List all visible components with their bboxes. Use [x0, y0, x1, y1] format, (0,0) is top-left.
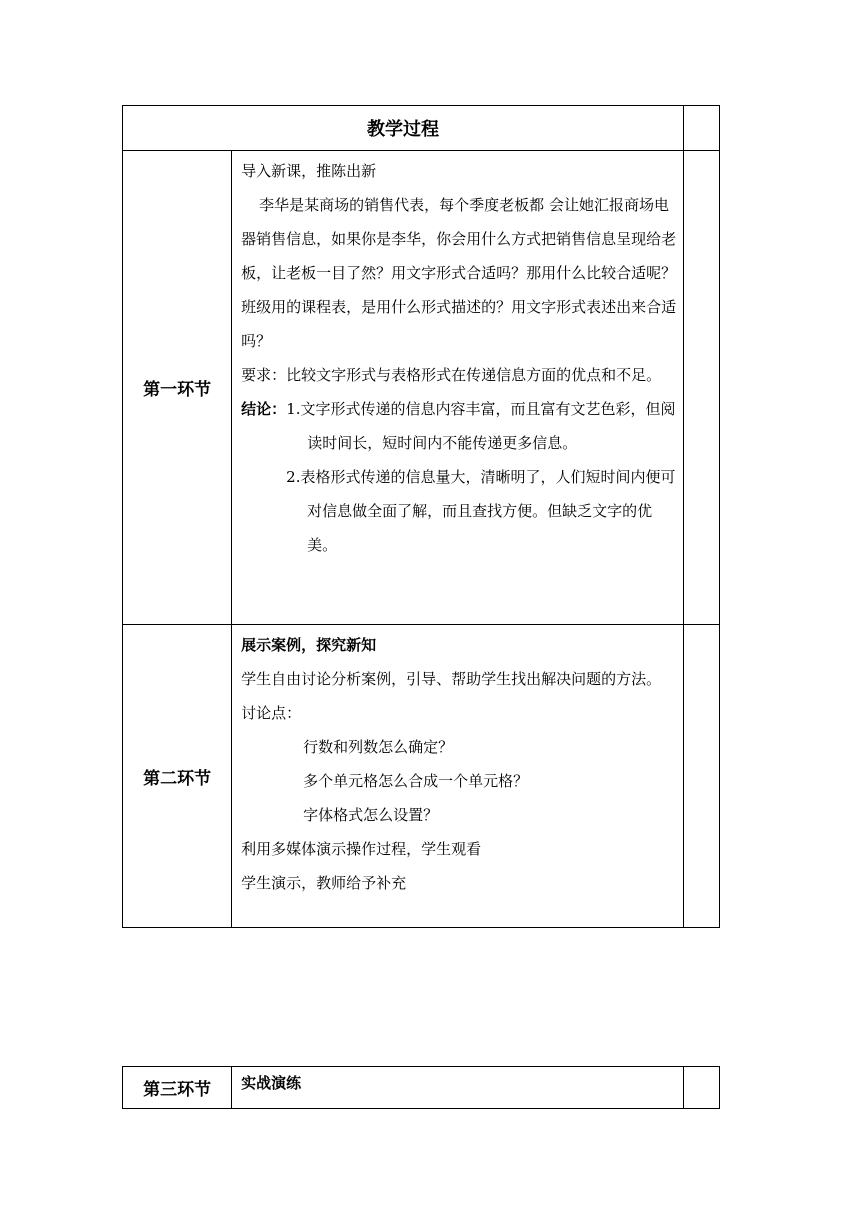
empty-cell [683, 1067, 719, 1109]
conclusion-item-1: 1.文字形式传递的信息内容丰富，而且富有文艺色彩，但阅读时间长，短时间内不能传递更多信息。 [286, 400, 676, 452]
conclusion-block [241, 392, 677, 460]
empty-cell [683, 151, 719, 625]
section1-paragraph-2: 班级用的课程表，是用什么形式描述的？用文字形式表述出来合适吗？ [241, 298, 677, 350]
section1-heading: 导入新课，推陈出新 [241, 162, 377, 180]
discussion-point-2: 多个单元格怎么合成一个单元格？ [303, 772, 529, 790]
section2-heading: 展示案例，探究新知 [241, 636, 377, 654]
practice-table [122, 1066, 720, 1109]
table-row-section1 [123, 151, 720, 625]
conclusion-item-2: 2.表格形式传递的信息量大，清晰明了，人们短时间内便可对信息做全面了解，而且查找方便。但缺乏文字的优美。 [286, 468, 676, 554]
section2-paragraph-2: 利用多媒体演示操作过程，学生观看 [241, 840, 482, 858]
section1-paragraph-1: 李华是某商场的销售代表，每个季度老板都 会让她汇报商场电器销售信息，如果你是李华，你会用什么方式把销售信息呈现给老板，让老板一目了然？用文字形式合适吗？那用什么比较合适呢？ [241, 196, 677, 282]
discussion-point-1: 行数和列数怎么确定？ [303, 738, 454, 756]
section2-content [232, 625, 684, 928]
section1-content [232, 151, 684, 625]
table-title: 教学过程 [123, 106, 684, 151]
discussion-label: 讨论点： [241, 704, 302, 722]
section2-paragraph-3: 学生演示，教师给予补充 [241, 874, 407, 892]
section3-content [232, 1067, 684, 1109]
section2-label: 第二环节 [123, 625, 232, 928]
empty-cell [683, 625, 719, 928]
section2-paragraph-1: 学生自由讨论分析案例，引导、帮助学生找出解决问题的方法。 [241, 670, 662, 688]
section1-paragraph-3: 要求：比较文字形式与表格形式在传递信息方面的优点和不足。 [241, 366, 662, 384]
conclusion-label: 结论： [241, 400, 287, 418]
discussion-point-3: 字体格式怎么设置？ [303, 806, 439, 824]
section1-label: 第一环节 [123, 151, 232, 625]
table-row-section2 [123, 625, 720, 928]
section3-label: 第三环节 [123, 1067, 232, 1109]
table-row-section3 [123, 1067, 720, 1109]
section3-heading: 实战演练 [241, 1074, 302, 1092]
teaching-process-table [122, 105, 720, 928]
empty-cell [683, 106, 719, 151]
